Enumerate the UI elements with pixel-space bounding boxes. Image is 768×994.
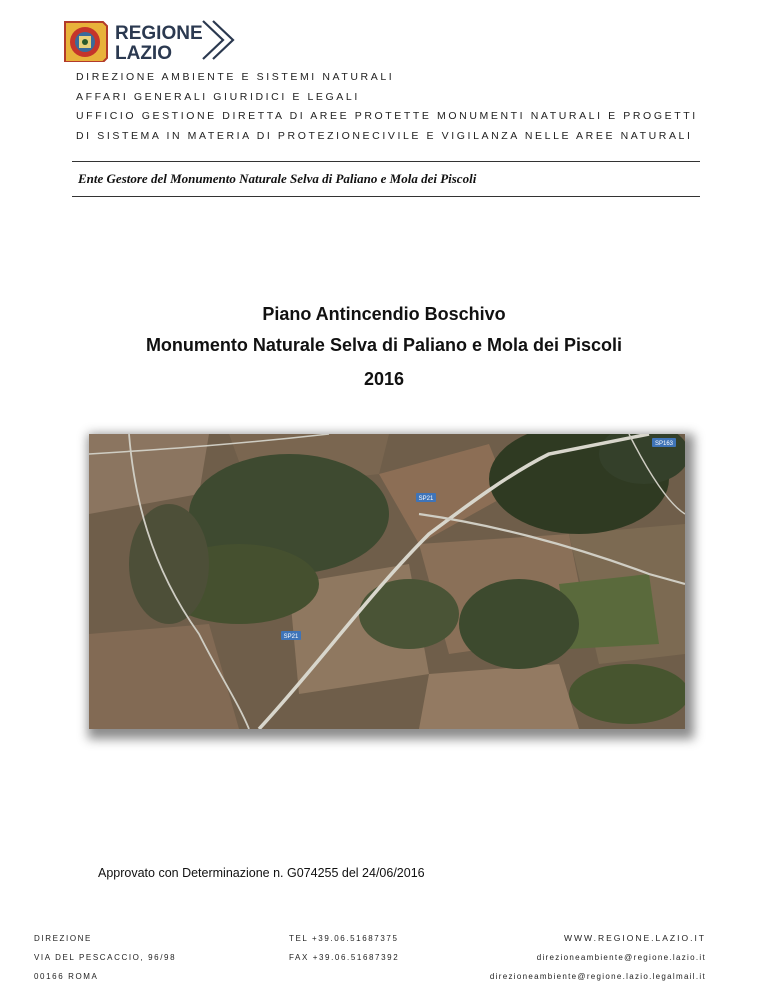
footer-tel: TEL +39.06.51687375 — [289, 934, 399, 943]
dept-line: DIREZIONE AMBIENTE E SISTEMI NATURALI — [76, 71, 395, 83]
svg-text:SP21: SP21 — [418, 496, 434, 502]
dept-line: UFFICIO GESTIONE DIRETTA DI AREE PROTETTE MONUMENTI NATURALI E PROGETTI — [76, 110, 698, 122]
approval-note: Approvato con Determinazione n. G074255 del 24/06/2016 — [98, 866, 425, 880]
dept-line: DI SISTEMA IN MATERIA DI PROTEZIONECIVILE E VIGILANZA NELLE AREE NATURALI — [76, 129, 693, 142]
footer-address-line: VIA DEL PESCACCIO, 96/98 — [34, 953, 177, 962]
aerial-map — [89, 434, 685, 729]
footer-contacts — [490, 929, 706, 986]
dept-line: AFFARI GENERALI GIURIDICI E LEGALI — [76, 90, 360, 103]
logo-chevron-icon — [203, 21, 233, 59]
divider-top — [72, 161, 700, 162]
regione-lazio-emblem-icon — [65, 22, 107, 62]
logo-text-lazio: LAZIO — [115, 43, 172, 62]
footer-address-line: DIREZIONE — [34, 934, 92, 943]
footer-website-link[interactable]: WWW.REGIONE.LAZIO.IT — [564, 933, 706, 943]
svg-text:SP21: SP21 — [283, 634, 299, 640]
road-label-sp21-upper — [416, 493, 436, 502]
department-header — [76, 68, 726, 146]
svg-text:SP163: SP163 — [654, 441, 674, 447]
road-label-sp163 — [652, 438, 676, 447]
regione-lazio-logo — [63, 18, 239, 62]
footer-pec-email-link[interactable]: direzioneambiente@regione.lazio.legalmail.it — [489, 972, 706, 981]
footer-phones — [289, 929, 399, 967]
footer-address-line: 00166 ROMA — [34, 972, 99, 981]
footer-email-link[interactable]: direzioneambiente@regione.lazio.it — [536, 953, 706, 962]
ente-gestore: Ente Gestore del Monumento Naturale Selva di Paliano e Mola dei Piscoli — [78, 171, 477, 186]
document-title: Piano Antincendio Boschivo — [262, 304, 506, 324]
divider-bottom — [72, 196, 700, 197]
road-label-sp21-lower — [281, 631, 301, 640]
document-subtitle: Monumento Naturale Selva di Paliano e Mola dei Piscoli — [145, 335, 623, 355]
footer-address — [34, 929, 176, 986]
document-year: 2016 — [363, 369, 405, 389]
logo-text-regione: REGIONE — [115, 23, 203, 44]
footer-fax: FAX +39.06.51687392 — [289, 953, 400, 962]
